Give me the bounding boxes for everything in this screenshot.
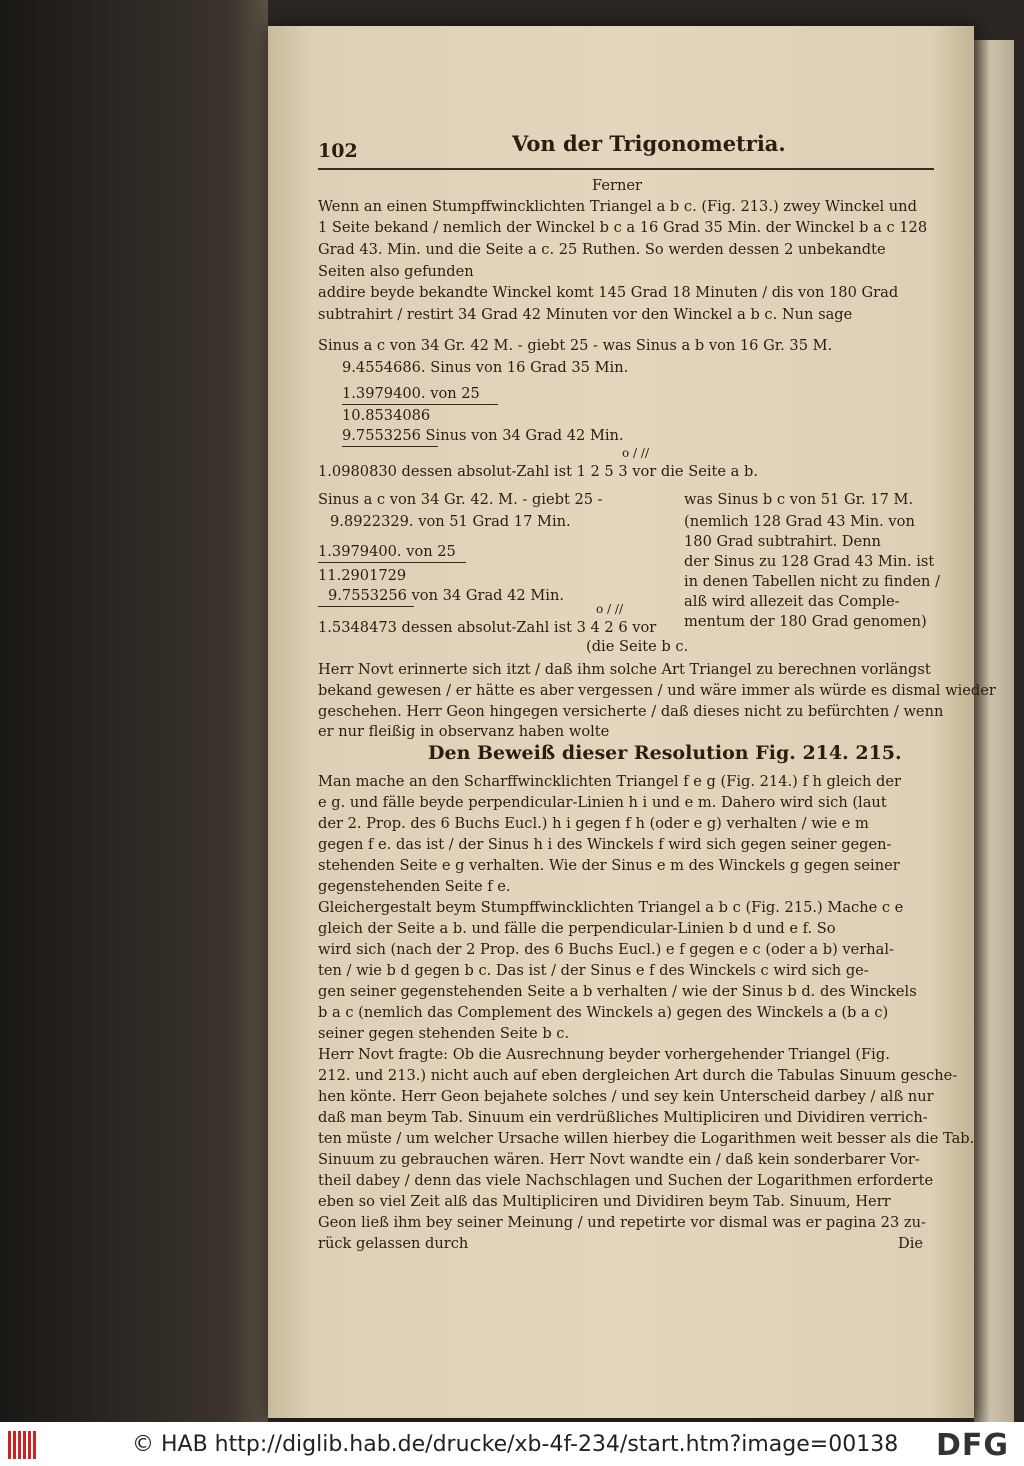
calc-line: 11.2901729 [318, 567, 407, 584]
text-line: gen seiner gegenstehenden Seite a b verhalten / wie der Sinus b d. des Winckels [318, 983, 917, 1000]
text-line: geschehen. Herr Geon hingegen versicherte / daß dieses nicht zu befürchten / wenn [318, 703, 944, 720]
side-note-line: alß wird allezeit das Comple- [684, 593, 900, 610]
catchword: Die [898, 1235, 924, 1252]
text-line: er nur fleißig in observanz haben wolte [318, 723, 610, 740]
header-rule [318, 168, 934, 170]
text-line: e g. und fälle beyde perpendicular-Linien h i und e m. Dahero wird sich (laut [318, 794, 887, 811]
text-line: hen könte. Herr Geon bejahete solches / und sey kein Unterscheid darbey / alß nur [318, 1088, 934, 1105]
text-line: ten / wie b d gegen b c. Das ist / der Sinus e f des Winckels c wird sich ge- [318, 962, 869, 979]
hab-logo-icon [8, 1431, 46, 1459]
text-line: Sinuum zu gebrauchen wären. Herr Novt wandte ein / daß kein sonderbarer Vor- [318, 1151, 920, 1168]
page-number: 102 [318, 140, 358, 162]
text-line: addire beyde bekandte Winckel komt 145 Grad 18 Minuten / dis von 180 Grad [318, 284, 899, 301]
text-line: theil dabey / denn das viele Nachschlagen und Suchen der Logarithmen erforderte [318, 1172, 934, 1189]
text-line: 1 Seite bekand / nemlich der Winckel b c a 16 Grad 35 Min. der Winckel b a c 128 [318, 219, 928, 236]
text-line: gegen f e. das ist / der Sinus h i des Winckels f wird sich gegen seiner gegen- [318, 836, 892, 853]
source-url[interactable]: © HAB http://diglib.hab.de/drucke/xb-4f-234/start.htm?image=00138 [132, 1432, 899, 1457]
book-left-shadow [0, 0, 268, 1422]
side-note-line: was Sinus b c von 51 Gr. 17 M. [684, 491, 914, 508]
text-line: Herr Novt fragte: Ob die Ausrechnung beyder vorhergehender Triangel (Fig. [318, 1046, 890, 1063]
text-line: Herr Novt erinnerte sich itzt / daß ihm solche Art Triangel zu berechnen vorlängst [318, 661, 931, 678]
text-line: Seiten also gefunden [318, 263, 474, 280]
text-line: gegenstehenden Seite f e. [318, 878, 511, 895]
text-line: subtrahirt / restirt 34 Grad 42 Minuten vor den Winckel a b c. Nun sage [318, 306, 853, 323]
text-line: rück gelassen durch [318, 1235, 469, 1252]
calc-line: 1.5348473 dessen absolut-Zahl ist 3 4 2 6 vor [318, 619, 657, 636]
side-note-line: (nemlich 128 Grad 43 Min. von [684, 513, 915, 530]
text-line: Grad 43. Min. und die Seite a c. 25 Ruthen. So werden dessen 2 unbekandte [318, 241, 886, 258]
text-line: wird sich (nach der 2 Prop. des 6 Buchs Eucl.) e f gegen e c (oder a b) verhal- [318, 941, 894, 958]
sum-rule [342, 404, 498, 405]
text-line: b a c (nemlich das Complement des Winckels a) gegen des Winckels a (b a c) [318, 1004, 889, 1021]
calc-line: 9.8922329. von 51 Grad 17 Min. [330, 513, 571, 530]
calc-line: 9.7553256 Sinus von 34 Grad 42 Min. [342, 427, 624, 444]
degree-marks: o / // [622, 446, 649, 460]
text-line: Wenn an einen Stumpffwincklichten Triangel a b c. (Fig. 213.) zwey Winckel und [318, 198, 917, 215]
text-line: der 2. Prop. des 6 Buchs Eucl.) h i gegen f h (oder e g) verhalten / wie e m [318, 815, 869, 832]
side-note-line: mentum der 180 Grad genomen) [684, 613, 927, 630]
running-title: Von der Trigonometria. [512, 131, 786, 156]
calc-line: Sinus a c von 34 Gr. 42. M. - giebt 25 - [318, 491, 603, 508]
calc-line: (die Seite b c. [586, 638, 689, 655]
text-line: daß man beym Tab. Sinuum ein verdrüßliches Multipliciren und Dividiren verrich- [318, 1109, 928, 1126]
calc-line: Sinus a c von 34 Gr. 42 M. - giebt 25 - was Sinus a b von 16 Gr. 35 M. [318, 337, 833, 354]
calc-line: 1.3979400. von 25 [342, 385, 480, 402]
calc-line: 10.8534086 [342, 407, 431, 424]
difference-rule [318, 606, 414, 607]
book-page-edges [974, 40, 1014, 1422]
calc-line: 9.4554686. Sinus von 16 Grad 35 Min. [342, 359, 629, 376]
degree-marks: o / // [596, 602, 623, 616]
side-note-line: 180 Grad subtrahirt. Denn [684, 533, 881, 550]
calc-line: 9.7553256 von 34 Grad 42 Min. [328, 587, 565, 604]
text-line: bekand gewesen / er hätte es aber vergessen / und wäre immer als würde es dismal wieder [318, 682, 996, 699]
text-line: ten müste / um welcher Ursache willen hierbey die Logarithmen weit besser als die Tab. [318, 1130, 975, 1147]
text-line: Geon ließ ihm bey seiner Meinung / und repetirte vor dismal was er pagina 23 zu- [318, 1214, 926, 1231]
section-heading: Den Beweiß dieser Resolution Fig. 214. 215. [428, 742, 902, 764]
dfg-logo: DFG [936, 1428, 1010, 1463]
difference-rule [342, 446, 438, 447]
side-note-line: der Sinus zu 128 Grad 43 Min. ist [684, 553, 935, 570]
text-line: Ferner [592, 177, 642, 194]
text-line: 212. und 213.) nicht auch auf eben dergleichen Art durch die Tabulas Sinuum gesche- [318, 1067, 958, 1084]
calc-line: 1.3979400. von 25 [318, 543, 456, 560]
calc-line: 1.0980830 dessen absolut-Zahl ist 1 2 5 3 vor die Seite a b. [318, 463, 758, 480]
text-line: gleich der Seite a b. und fälle die perpendicular-Linien b d und e f. So [318, 920, 836, 937]
text-line: seiner gegen stehenden Seite b c. [318, 1025, 570, 1042]
text-line: Gleichergestalt beym Stumpffwincklichten Triangel a b c (Fig. 215.) Mache c e [318, 899, 904, 916]
text-line: stehenden Seite e g verhalten. Wie der Sinus e m des Winckels g gegen seiner [318, 857, 900, 874]
sum-rule [318, 562, 466, 563]
text-line: eben so viel Zeit alß das Multipliciren und Dividiren beym Tab. Sinuum, Herr [318, 1193, 891, 1210]
side-note-line: in denen Tabellen nicht zu finden / [684, 573, 940, 590]
text-line: Man mache an den Scharffwincklichten Triangel f e g (Fig. 214.) f h gleich der [318, 773, 902, 790]
